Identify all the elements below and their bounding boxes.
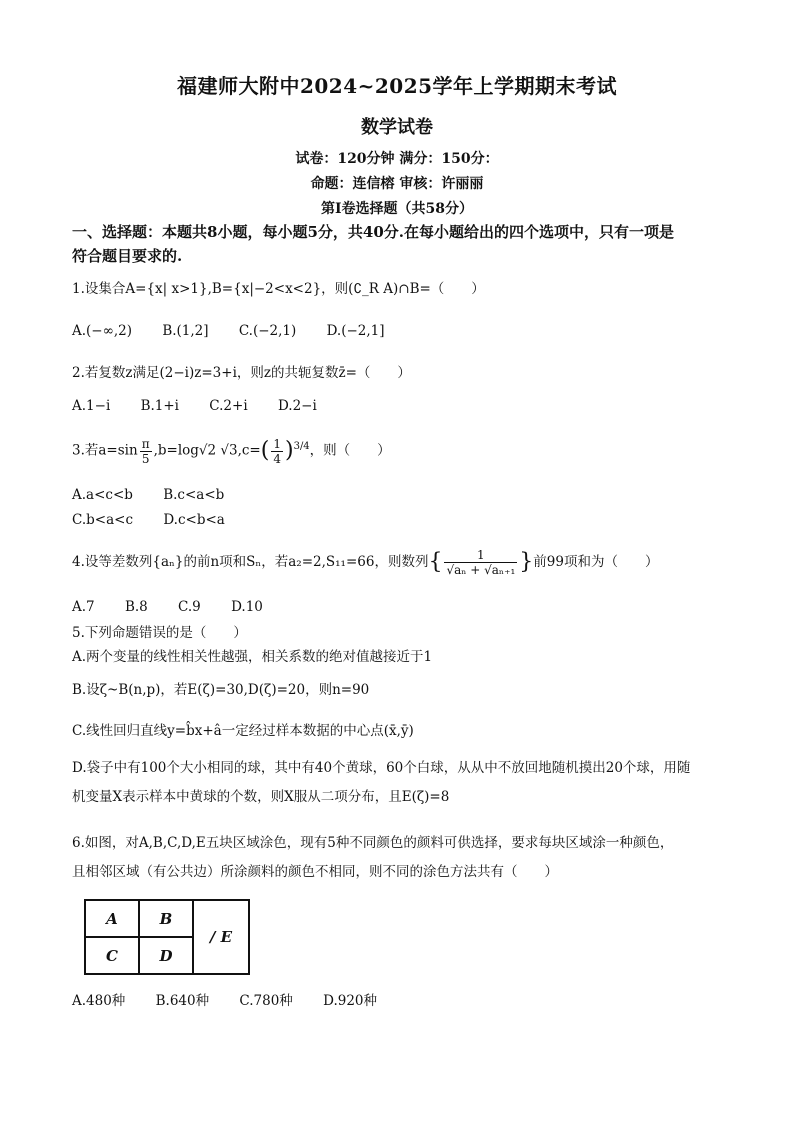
option-a: A.a<c<b [72,487,133,503]
question-2-options [72,395,732,417]
option-b: B.1+i [140,398,179,414]
pi-over-5-fraction [140,437,152,466]
question-1-options [72,320,732,342]
authors-info: 命题：连信榕 审核：许丽丽 [310,176,484,192]
section-line-1: 一、选择题：本题共8小题，每小题5分，共40分.在每小题给出的四个选项中，只有一项是 [72,223,674,241]
option-b: B.(1,2] [162,323,209,339]
section-instructions [72,220,732,268]
question-6-line-1: 6.如图，对A,B,C,D,E五块区域涂色，现有5种不同颜色的颜料可供选择，要求每块区域涂一种颜色， [72,835,674,851]
option-c: C.780种 [239,993,293,1009]
fraction-denominator: √aₙ + √aₙ₊₁ [446,563,516,577]
q4-stem-a: 4.设等差数列{aₙ}的前n项和Sₙ，若a₂=2,S₁₁=66，则数列 [72,554,429,570]
option-a: A.(−∞,2) [72,323,133,339]
q3-stem-a: 3.若a=sin [72,442,138,459]
question-3-options-row-1 [72,484,732,506]
question-5-option-a: A.两个变量的线性相关性越强，相关系数的绝对值越接近于1 [72,649,433,665]
option-c: C.b<a<c [72,512,134,528]
question-4-options [72,596,732,618]
left-brace: { [428,549,443,575]
right-brace: } [519,549,534,575]
option-a: A.7 [72,599,95,615]
one-quarter-fraction [271,437,283,466]
option-c: C.2+i [209,398,248,414]
question-5-option-c: C.线性回归直线y=b̂x+â一定经过样本数据的中心点(x̄,ȳ) [72,723,414,739]
region-a: A [85,900,139,937]
option-b: B.8 [124,599,148,615]
option-b: B.c<a<b [163,487,225,503]
region-d: D [139,937,193,974]
option-b: B.640种 [155,993,210,1009]
question-3-options-row-2 [72,509,732,531]
question-1-stem: 1.设集合A={x| x>1},B={x|−2<x<2}，则(∁_R A)∩B=（ ） [72,281,485,297]
option-a: A.480种 [72,993,126,1009]
question-5-option-d-line-1: D.袋子中有100个大小相同的球，其中有40个黄球，60个白球，从从中不放回地随机摸出20个球，用随 [72,760,691,776]
fraction-numerator: 1 [273,436,281,451]
region-e: / E [193,900,249,974]
option-d: D.920种 [323,993,378,1009]
question-4-stem [72,544,732,581]
region-b: B [139,900,193,937]
region-c: C [85,937,139,974]
coloring-region-diagram [84,899,250,975]
question-3-stem [72,430,732,468]
fraction-numerator: 1 [444,548,517,563]
option-c: C.(−2,1) [238,323,297,339]
question-5-option-b: B.设ζ~B(n,p)，若E(ζ)=30,D(ζ)=20，则n=90 [72,682,370,698]
question-5-stem: 5.下列命题错误的是（ ） [72,625,247,641]
time-score-info: 试卷：120分钟 满分：150分： [295,151,499,167]
option-d: D.c<b<a [163,512,225,528]
fraction-numerator: π [141,436,150,451]
fraction-denominator: 5 [141,451,150,466]
option-a: A.1−i [72,398,111,414]
right-paren: ) [284,438,294,463]
option-d: D.2−i [277,398,317,414]
exam-title: 福建师大附中2024~2025学年上学期期末考试 [176,74,618,98]
option-c: C.9 [178,599,201,615]
q3-stem-b: ,b=log√2 √3,c= [153,442,261,459]
exam-subject: 数学试卷 [361,117,433,138]
question-6-options [72,990,732,1012]
question-6-line-2: 且相邻区域（有公共边）所涂颜料的颜色不相同，则不同的涂色方法共有（ ） [72,864,558,880]
question-2-stem: 2.若复数z满足(2−i)z=3+i，则z的共轭复数z̄=（ ） [72,365,411,381]
q3-stem-c: ，则（ ） [309,442,391,459]
q4-stem-b: 前99项和为（ ） [533,554,659,570]
left-paren: ( [260,438,270,463]
exponent: 3/4 [293,441,310,452]
part-heading: 第Ⅰ卷选择题（共58分） [320,201,474,217]
option-d: D.10 [231,599,263,615]
question-5-option-d-line-2: 机变量X表示样本中黄球的个数，则X服从二项分布，且E(ζ)=8 [72,789,450,805]
section-line-2: 符合题目要求的. [72,247,183,265]
fraction-denominator: 4 [273,451,281,466]
sequence-fraction [444,548,517,577]
option-d: D.(−2,1] [326,323,385,339]
